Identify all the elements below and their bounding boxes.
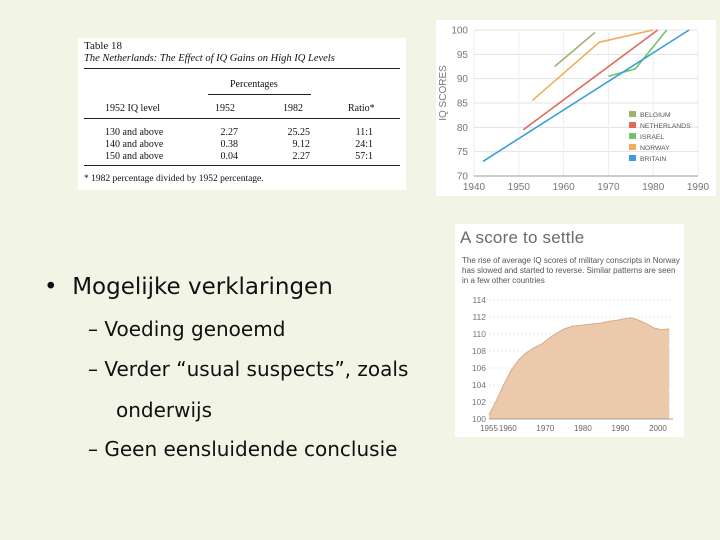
table-footnote: * 1982 percentage divided by 1952 percentage. [84, 174, 264, 184]
iq-line-chart [436, 20, 716, 196]
sub-bullet: – Voeding genoemd [88, 317, 286, 341]
y-tick-label: 75 [456, 147, 468, 159]
table-cell: 140 and above [105, 139, 164, 150]
table-rule [84, 165, 400, 166]
table-cell: 57:1 [355, 151, 373, 162]
table-cell: 2.27 [292, 151, 310, 162]
area-chart-title: A score to settle [460, 228, 585, 247]
y-tick-label: 108 [471, 346, 486, 356]
legend-label: ISRAEL [640, 134, 665, 141]
table-cell: 24:1 [355, 139, 373, 150]
norway-iq-area-chart [455, 224, 684, 437]
legend-label: BRITAIN [640, 156, 667, 163]
series-line [523, 30, 657, 130]
table-cell: 0.38 [220, 139, 238, 150]
table-group-header: Percentages [230, 79, 278, 90]
y-tick-label: 100 [471, 414, 486, 424]
table-cell: 9.12 [292, 139, 310, 150]
table-col-header: 1982 [283, 103, 303, 114]
y-tick-label: 102 [471, 397, 486, 407]
sub-bullet: – Verder “usual suspects”, zoals [88, 357, 409, 381]
table-cell: 25.25 [287, 127, 310, 138]
area-chart-description: The rise of average IQ scores of military conscripts in Norway has slowed and started to reverse. Similar patterns are seen in a few other countries [462, 256, 680, 285]
table-title: Table 18 [84, 40, 123, 52]
table-col-header: Ratio* [348, 103, 375, 114]
y-tick-label: 112 [472, 312, 486, 322]
x-tick-label: 1980 [642, 182, 665, 193]
y-tick-label: 85 [456, 98, 468, 110]
x-tick-label: 1960 [552, 182, 575, 193]
bullet-main-text: Mogelijke verklaringen [72, 274, 333, 300]
legend-label: NORWAY [640, 145, 670, 152]
table-cell: 150 and above [105, 151, 164, 162]
table-col-header: 1952 [215, 103, 235, 114]
y-tick-label: 110 [472, 329, 486, 339]
iq-table-image [78, 38, 406, 190]
x-tick-label: 1970 [536, 424, 555, 433]
table-col-header: 1952 IQ level [105, 103, 160, 114]
x-tick-label: 2000 [649, 424, 667, 433]
x-tick-label: 1970 [597, 182, 620, 193]
table-cell: 130 and above [105, 127, 164, 138]
x-tick-label: 1940 [462, 182, 486, 193]
y-tick-label: 104 [471, 380, 486, 390]
table-cell: 0.04 [220, 151, 238, 162]
legend-swatch [629, 155, 636, 161]
table-subtitle: The Netherlands: The Effect of IQ Gains on High IQ Levels [84, 53, 335, 64]
y-axis-label: IQ SCORES [438, 65, 449, 121]
y-tick-label: 106 [471, 363, 486, 373]
legend-swatch [629, 111, 636, 117]
y-tick-label: 100 [451, 25, 468, 37]
table-rule [208, 94, 311, 95]
x-tick-label: 1990 [611, 424, 630, 433]
bullet-dot: • [44, 274, 73, 300]
y-tick-label: 80 [456, 122, 468, 134]
area-chart-plot [455, 224, 684, 437]
sub-bullet: – Geen eensluidende conclusie [88, 437, 398, 461]
table-rule [84, 118, 400, 119]
table-rule [84, 68, 400, 69]
x-tick-label: 1950 [507, 182, 530, 193]
table-cell: 2.27 [220, 127, 238, 138]
y-tick-label: 114 [472, 295, 486, 305]
table-cell: 11:1 [355, 127, 373, 138]
legend-swatch [629, 133, 636, 139]
y-tick-label: 70 [456, 171, 468, 183]
legend-label: NETHERLANDS [640, 123, 691, 130]
legend-label: BELGIUM [640, 112, 671, 119]
y-tick-label: 95 [456, 49, 468, 61]
area-fill [489, 318, 669, 419]
bullet-main [44, 274, 333, 300]
legend-swatch [629, 122, 636, 128]
x-tick-label: 1980 [573, 424, 592, 433]
legend-swatch [629, 144, 636, 150]
x-tick-label: 1990 [686, 182, 710, 193]
series-line [555, 32, 595, 66]
x-tick-label: 1955 [480, 424, 498, 433]
sub-bullet-continuation: onderwijs [116, 398, 213, 422]
x-tick-label: 1960 [498, 424, 517, 433]
series-line [608, 30, 666, 76]
y-tick-label: 90 [456, 74, 468, 86]
series-line [483, 30, 689, 161]
